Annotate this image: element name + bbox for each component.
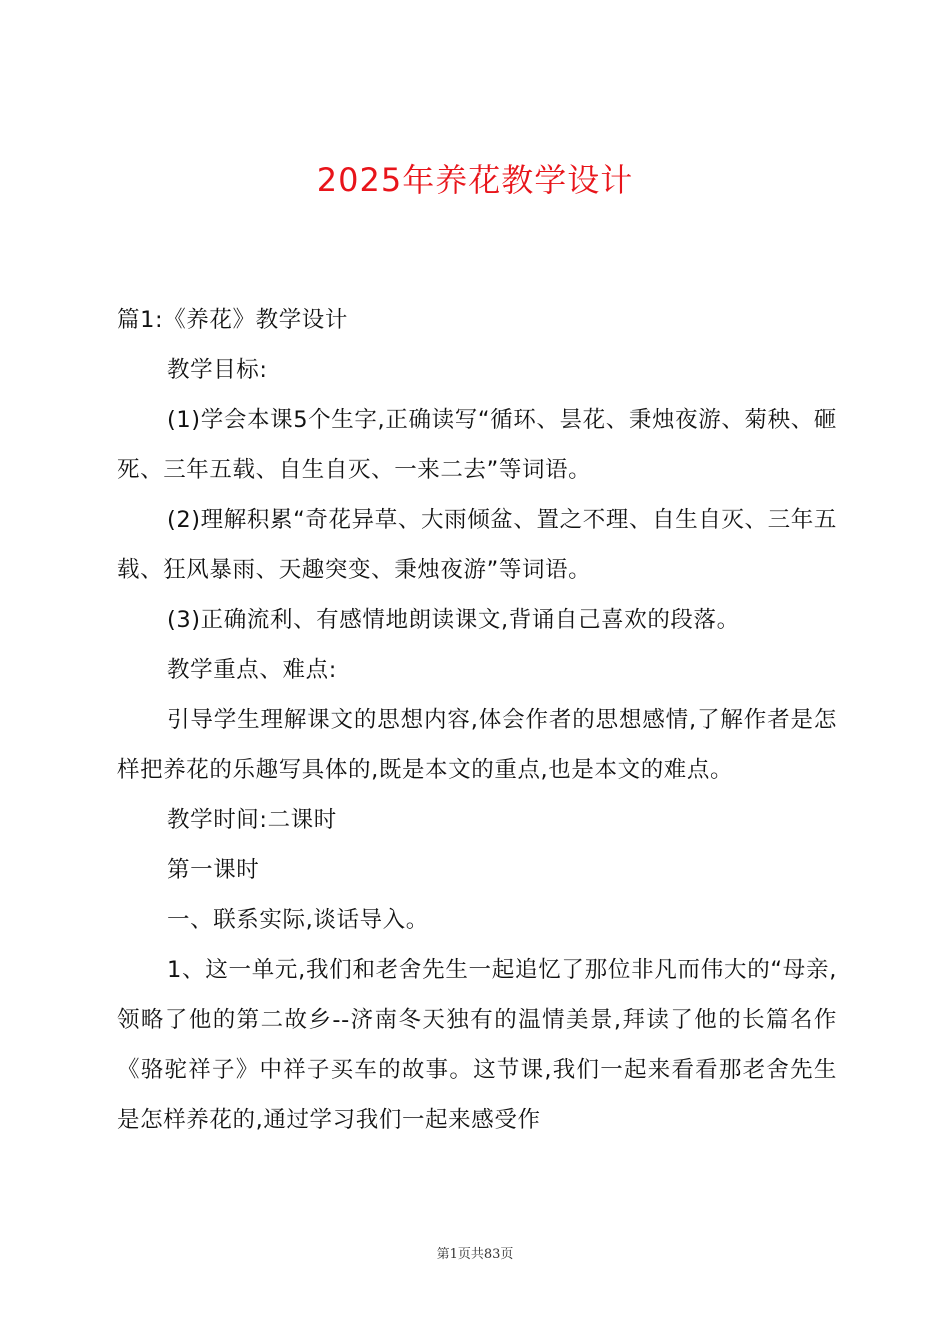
- paragraph-goal-3: (3)正确流利、有感情地朗读课文,背诵自己喜欢的段落。: [167, 607, 740, 633]
- paragraph-goal-1: (1)学会本课5个生字,正确读写“循环、昙花、秉烛夜游、菊秧、砸死、三年五载、自生自灭、一来二去”等词语。: [117, 407, 837, 483]
- paragraph-step-one: 一、联系实际,谈话导入。: [167, 907, 429, 933]
- paragraph-key-points-label: 教学重点、难点:: [167, 657, 337, 683]
- paragraph-goal-2: (2)理解积累“奇花异草、大雨倾盆、置之不理、自生自灭、三年五载、狂风暴雨、天趣突变、秉烛夜游”等词语。: [117, 507, 837, 583]
- paragraph-teaching-time: 教学时间:二课时: [167, 807, 337, 833]
- paragraph-key-points: 引导学生理解课文的思想内容,体会作者的思想感情,了解作者是怎样把养花的乐趣写具体的,既是本文的重点,也是本文的难点。: [117, 707, 837, 783]
- document-title: 2025年养花教学设计: [316, 161, 634, 199]
- paragraph-first-lesson: 第一课时: [167, 857, 260, 883]
- paragraph-teaching-goals-label: 教学目标:: [167, 357, 268, 383]
- paragraph-intro: 1、这一单元,我们和老舍先生一起追忆了那位非凡而伟大的“母亲,领略了他的第二故乡--济南冬天独有的温情美景,拜读了他的长篇名作《骆驼祥子》中祥子买车的故事。这节课,我们一起来看看那老舍先生是怎样养花的,通过学习我们一起来感受作: [117, 957, 837, 1133]
- document-body: [117, 295, 837, 1145]
- section-heading: 篇1:《养花》教学设计: [117, 307, 348, 333]
- page-footer: 第1页共83页: [436, 1247, 514, 1262]
